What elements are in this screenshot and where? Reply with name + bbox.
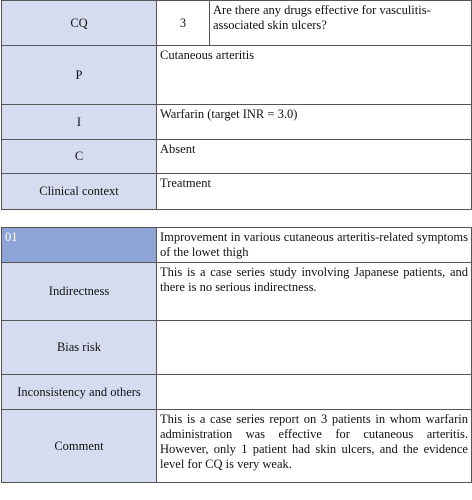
inconsistency-label: Inconsistency and others <box>2 375 157 410</box>
c-row <box>2 140 472 174</box>
context-row <box>2 174 472 210</box>
inconsistency-row <box>2 375 472 410</box>
cq-row <box>2 1 472 46</box>
pico-table <box>1 0 472 210</box>
p-label: P <box>2 46 157 105</box>
c-label: C <box>2 140 157 174</box>
i-value: Warfarin (target INR = 3.0) <box>157 105 472 140</box>
cq-label: CQ <box>2 1 157 46</box>
indirectness-label: Indirectness <box>2 263 157 321</box>
i-label: I <box>2 105 157 140</box>
bias-label: Bias risk <box>2 321 157 375</box>
p-value: Cutaneous arteritis <box>157 46 472 105</box>
o1-value: Improvement in various cutaneous arteritis-related symptoms of the lowet thigh <box>157 228 472 263</box>
p-row <box>2 46 472 105</box>
bias-value <box>157 321 472 375</box>
context-label: Clinical context <box>2 174 157 210</box>
indirectness-value: This is a case series study involving Japanese patients, and there is no serious indirectness. <box>157 263 472 321</box>
comment-label: Comment <box>2 410 157 483</box>
i-row <box>2 105 472 140</box>
o1-label: 01 <box>2 228 157 263</box>
c-value: Absent <box>157 140 472 174</box>
inconsistency-value <box>157 375 472 410</box>
cq-number: 3 <box>157 1 210 46</box>
bias-row <box>2 321 472 375</box>
o1-row <box>2 228 472 263</box>
indirectness-row <box>2 263 472 321</box>
context-value: Treatment <box>157 174 472 210</box>
cq-question: Are there any drugs effective for vasculitis-associated skin ulcers? <box>210 1 472 46</box>
comment-value: This is a case series report on 3 patients in whom warfarin administration was effective for cutaneous arteritis. However, only 1 patient had skin ulcers, and the evidence level for CQ is very weak. <box>157 410 472 483</box>
evidence-table <box>1 227 472 483</box>
comment-row <box>2 410 472 483</box>
